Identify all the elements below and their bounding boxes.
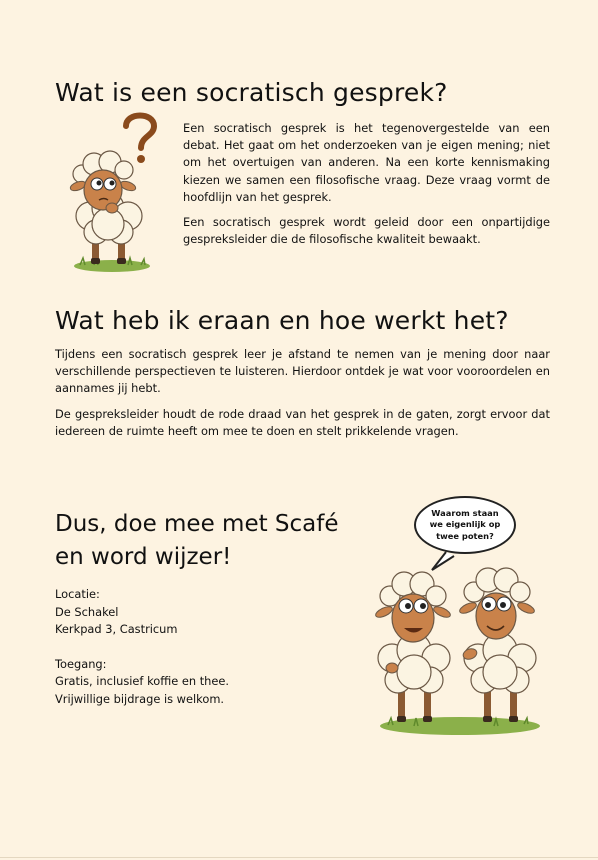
right-sheep-icon (458, 568, 536, 722)
section-intro-text (183, 120, 550, 248)
how-paragraph: De gespreksleider houdt de rode draad van het gesprek in de gaten, zorgt ervoor dat iedereen de ruimte heeft om mee te doen en stelt prikkelende vragen. (55, 406, 550, 438)
thinking-sheep-icon (66, 108, 166, 273)
location-address: Kerkpad 3, Castricum (55, 622, 178, 636)
location-block (55, 586, 315, 639)
section-how-heading: Wat heb ik eraan en hoe werkt het? (55, 306, 509, 335)
join-heading-line-1: Dus, doe mee met Scafé (55, 511, 339, 537)
intro-paragraph: Een socratisch gesprek wordt geleid door een onpartijdige gespreksleider die de filosofische kwaliteit bewaakt. (183, 215, 550, 247)
section-join-heading (55, 508, 375, 574)
access-block (55, 656, 315, 709)
location-label: Locatie: (55, 587, 100, 601)
intro-paragraph: Een socratisch gesprek is het tegenovergestelde van een debat. Het gaat om het onderzoeken van je eigen mening; niet om het overtuigen van anderen. Na een korte kennismaking kiezen we samen een filosofische vraag. Deze vraag vormt de hoofdlijn van het gesprek. (183, 121, 550, 204)
speech-bubble (414, 496, 516, 554)
location-name: De Schakel (55, 604, 119, 619)
event-info (55, 586, 315, 708)
section-intro-heading: Wat is een socratisch gesprek? (55, 78, 448, 107)
speech-bubble-text: Waarom staan we eigenlijk op twee poten? (429, 507, 501, 541)
left-sheep-icon (374, 572, 452, 722)
two-sheep-icon (374, 548, 546, 738)
access-line-2: Vrijwillige bijdrage is welkom. (55, 691, 225, 706)
join-heading-line-2: en word wijzer! (55, 544, 232, 570)
access-line-1: Gratis, inclusief koffie en thee. (55, 674, 230, 688)
section-how-text (55, 346, 550, 440)
how-paragraph: Tijdens een socratisch gesprek leer je afstand te nemen van je mening door naar verschillende perspectieven te luisteren. Hierdoor ontdek je wat voor vooroordelen en aannames jij hebt. (55, 347, 550, 396)
page-bottom-divider (0, 857, 598, 858)
access-label: Toegang: (55, 656, 107, 671)
question-mark-icon (126, 116, 154, 164)
